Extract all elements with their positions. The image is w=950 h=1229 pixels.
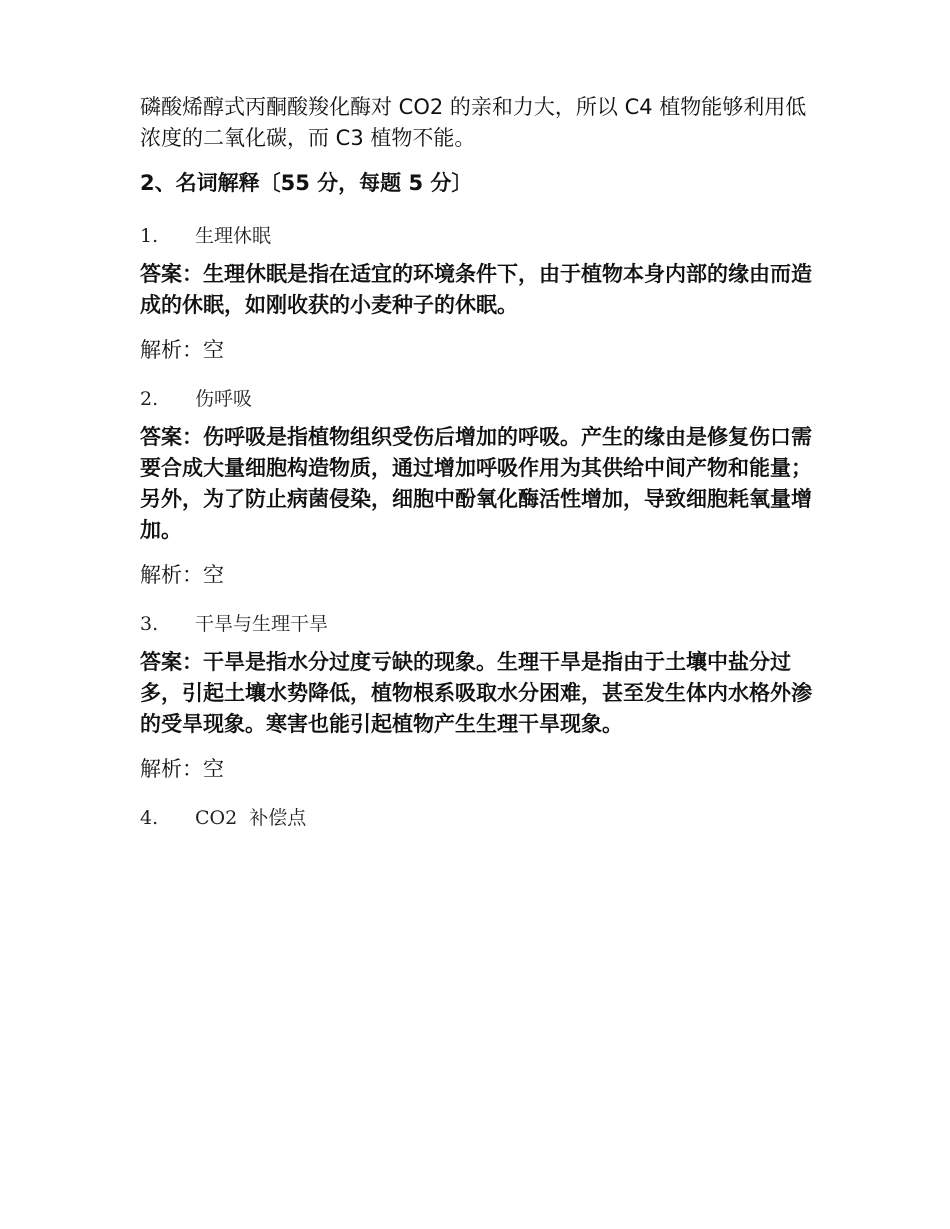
analysis-1: 解析：空 — [140, 338, 224, 362]
term-number: 1. — [140, 225, 159, 247]
analysis-2: 解析：空 — [140, 563, 224, 587]
term-text: CO2 补偿点 — [195, 807, 307, 829]
term-text: 伤呼吸 — [195, 388, 253, 410]
answer-1: 答案：生理休眠是指在适宜的环境条件下，由于植物本身内部的缘由而造成的休眠，如刚收获的小麦种子的休眠。 — [140, 262, 812, 317]
section-heading: 2、名词解释〔55 分，每题 5 分〕 — [140, 171, 473, 195]
term-number: 3. — [140, 613, 159, 635]
term-text: 干旱与生理干旱 — [195, 613, 329, 635]
term-number: 4. — [140, 807, 159, 829]
term-item-1 — [140, 221, 815, 251]
term-text: 生理休眠 — [195, 225, 272, 247]
document-page — [140, 92, 815, 833]
analysis-3: 解析：空 — [140, 757, 224, 781]
term-item-3 — [140, 609, 815, 639]
term-item-2 — [140, 384, 815, 414]
answer-2: 答案：伤呼吸是指植物组织受伤后增加的呼吸。产生的缘由是修复伤口需要合成大量细胞构造物质，通过增加呼吸作用为其供给中间产物和能量；另外，为了防止病菌侵染，细胞中酚氧化酶活性增加，导致细胞耗氧量增加。 — [140, 425, 812, 542]
intro-paragraph: 磷酸烯醇式丙酮酸羧化酶对 CO2 的亲和力大，所以 C4 植物能够利用低浓度的二氧化碳，而 C3 植物不能。 — [140, 95, 807, 150]
answer-3: 答案：干旱是指水分过度亏缺的现象。生理干旱是指由于土壤中盐分过多，引起土壤水势降低，植物根系吸取水分困难，甚至发生体内水格外渗的受旱现象。寒害也能引起植物产生生理干旱现象。 — [140, 650, 812, 736]
term-number: 2. — [140, 388, 159, 410]
term-item-4 — [140, 803, 815, 833]
